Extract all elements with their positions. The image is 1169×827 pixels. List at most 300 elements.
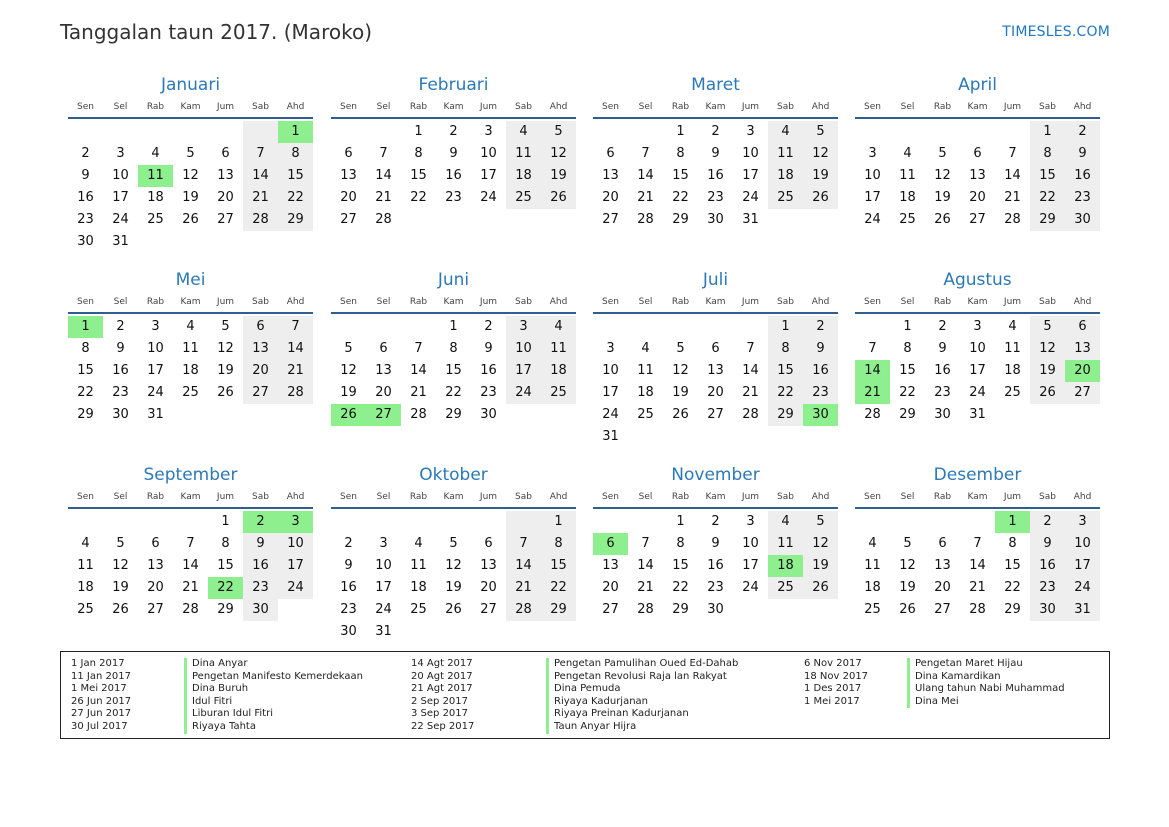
day-cell: 25 — [147, 212, 164, 227]
day-cell: 3 — [484, 124, 493, 139]
day-cell: 6 — [1065, 316, 1100, 338]
weekday-header — [68, 97, 313, 119]
day-cell: 17 — [742, 168, 759, 183]
holiday-name: Riyaya Preinan Kadurjanan — [554, 708, 689, 720]
day-grid — [331, 121, 576, 231]
day-cell: 28 — [1004, 212, 1021, 227]
day-cell: 26 — [934, 212, 951, 227]
day-cell: 19 — [541, 165, 576, 187]
day-cell: 31 — [742, 212, 759, 227]
day-cell: 17 — [864, 190, 881, 205]
day-cell: 26 — [899, 602, 916, 617]
weekday-label: Jum — [741, 297, 760, 307]
page-title: Tanggalan taun 2017. (Maroko) — [60, 20, 372, 44]
weekday-header — [68, 487, 313, 509]
holiday-dates-column — [411, 658, 474, 734]
day-cell: 2 — [81, 146, 90, 161]
weekday-label: Sen — [77, 297, 94, 307]
day-cell: 23 — [707, 580, 724, 595]
day-cell: 17 — [278, 555, 313, 577]
weekday-label: Ahd — [1073, 297, 1092, 307]
holiday-day-cell: 30 — [803, 404, 838, 426]
day-cell: 1 — [221, 514, 230, 529]
day-cell: 7 — [1008, 146, 1017, 161]
holiday-date: 1 Mei 2017 — [804, 695, 860, 707]
day-cell: 29 — [1004, 602, 1021, 617]
day-cell: 21 — [637, 190, 654, 205]
day-cell: 22 — [1030, 187, 1065, 209]
empty-day-cell — [995, 121, 1030, 143]
day-cell: 19 — [934, 190, 951, 205]
weekday-label: Jum — [216, 102, 235, 112]
day-cell: 2 — [344, 536, 353, 551]
day-cell: 16 — [243, 555, 278, 577]
day-cell: 8 — [1030, 143, 1065, 165]
month-agustus — [855, 268, 1100, 426]
weekday-label: Jum — [1003, 297, 1022, 307]
month-name: Oktober — [419, 465, 488, 485]
day-cell: 7 — [186, 536, 195, 551]
day-cell: 19 — [803, 165, 838, 187]
weekday-label: Sab — [1039, 102, 1056, 112]
day-cell: 30 — [340, 624, 357, 639]
day-cell: 20 — [707, 385, 724, 400]
weekday-label: Kam — [967, 492, 988, 502]
empty-day-cell — [103, 511, 138, 533]
weekday-label: Rab — [671, 297, 690, 307]
weekday-label: Rab — [671, 492, 690, 502]
day-cell: 29 — [672, 212, 689, 227]
holiday-name: Dina Kamardikan — [915, 670, 1001, 682]
day-cell: 17 — [1065, 555, 1100, 577]
day-cell: 29 — [1030, 209, 1065, 231]
day-cell: 31 — [112, 234, 129, 249]
day-cell: 9 — [344, 558, 353, 573]
empty-day-cell — [366, 511, 401, 533]
day-cell: 24 — [278, 577, 313, 599]
day-cell: 18 — [1004, 363, 1021, 378]
day-cell: 23 — [934, 385, 951, 400]
day-cell: 10 — [480, 146, 497, 161]
weekday-label: Ahd — [549, 297, 568, 307]
day-cell: 26 — [803, 577, 838, 599]
day-cell: 1 — [676, 124, 685, 139]
day-cell: 15 — [899, 363, 916, 378]
weekday-label: Sel — [376, 492, 391, 502]
day-cell: 24 — [506, 382, 541, 404]
month-april — [855, 73, 1100, 231]
day-cell: 25 — [768, 577, 803, 599]
day-cell: 22 — [445, 385, 462, 400]
month-maret — [593, 73, 838, 231]
day-cell: 13 — [217, 168, 234, 183]
day-cell: 30 — [243, 599, 278, 621]
day-cell: 21 — [278, 360, 313, 382]
day-cell: 25 — [506, 187, 541, 209]
weekday-label: Kam — [967, 102, 988, 112]
holiday-date: 14 Agt 2017 — [411, 658, 473, 669]
day-cell: 1 — [676, 514, 685, 529]
day-cell: 10 — [1065, 533, 1100, 555]
day-cell: 3 — [868, 146, 877, 161]
day-cell: 20 — [147, 580, 164, 595]
day-cell: 1 — [768, 316, 803, 338]
holiday-name: Dina Anyar — [192, 658, 248, 669]
holiday-name: Dina Pemuda — [554, 683, 621, 695]
day-cell: 14 — [1004, 168, 1021, 183]
day-cell: 25 — [541, 382, 576, 404]
day-cell: 25 — [768, 187, 803, 209]
empty-day-cell — [208, 121, 243, 143]
day-cell: 6 — [221, 146, 230, 161]
day-cell: 13 — [934, 558, 951, 573]
month-oktober — [331, 463, 576, 643]
day-cell: 15 — [672, 558, 689, 573]
day-cell: 21 — [969, 580, 986, 595]
day-cell: 27 — [602, 602, 619, 617]
day-cell: 22 — [672, 580, 689, 595]
day-cell: 28 — [969, 602, 986, 617]
empty-day-cell — [593, 511, 628, 533]
holiday-name: Dina Buruh — [192, 683, 249, 695]
day-cell: 23 — [1065, 187, 1100, 209]
holiday-date: 27 Jun 2017 — [71, 708, 132, 720]
day-cell: 13 — [602, 168, 619, 183]
day-cell: 28 — [375, 212, 392, 227]
day-cell: 1 — [903, 319, 912, 334]
day-cell: 25 — [410, 602, 427, 617]
day-cell: 12 — [445, 558, 462, 573]
day-cell: 17 — [506, 360, 541, 382]
weekday-label: Jum — [216, 297, 235, 307]
weekday-label: Sab — [777, 492, 794, 502]
day-cell: 20 — [243, 360, 278, 382]
day-cell: 20 — [217, 190, 234, 205]
day-cell: 27 — [969, 212, 986, 227]
empty-day-cell — [663, 316, 698, 338]
day-cell: 24 — [969, 385, 986, 400]
empty-day-cell — [173, 121, 208, 143]
day-cell: 16 — [445, 168, 462, 183]
day-cell: 11 — [864, 558, 881, 573]
month-mei — [68, 268, 313, 426]
day-cell: 31 — [147, 407, 164, 422]
day-cell: 9 — [711, 536, 720, 551]
day-grid — [68, 511, 313, 621]
day-cell: 29 — [899, 407, 916, 422]
day-cell: 22 — [1004, 580, 1021, 595]
day-cell: 30 — [77, 234, 94, 249]
day-cell: 13 — [969, 168, 986, 183]
empty-day-cell — [68, 511, 103, 533]
day-cell: 24 — [742, 190, 759, 205]
day-cell: 15 — [768, 360, 803, 382]
day-grid — [855, 121, 1100, 231]
day-cell: 30 — [112, 407, 129, 422]
day-cell: 23 — [340, 602, 357, 617]
day-cell: 13 — [147, 558, 164, 573]
day-cell: 26 — [541, 187, 576, 209]
weekday-label: Jum — [1003, 102, 1022, 112]
day-grid — [855, 511, 1100, 621]
day-cell: 7 — [641, 536, 650, 551]
month-juni — [331, 268, 576, 426]
weekday-label: Rab — [146, 102, 165, 112]
day-cell: 16 — [1030, 555, 1065, 577]
day-cell: 27 — [217, 212, 234, 227]
day-cell: 7 — [379, 146, 388, 161]
day-cell: 28 — [637, 602, 654, 617]
holiday-date: 26 Jun 2017 — [71, 695, 132, 707]
day-cell: 18 — [768, 165, 803, 187]
day-cell: 23 — [1030, 577, 1065, 599]
weekday-label: Sel — [900, 102, 915, 112]
empty-day-cell — [925, 121, 960, 143]
holiday-dates-column — [71, 658, 131, 734]
day-cell: 2 — [1065, 121, 1100, 143]
weekday-label: Rab — [933, 102, 952, 112]
day-cell: 25 — [1004, 385, 1021, 400]
day-cell: 22 — [77, 385, 94, 400]
day-cell: 21 — [1004, 190, 1021, 205]
day-cell: 26 — [217, 385, 234, 400]
day-cell: 3 — [746, 514, 755, 529]
day-grid — [331, 316, 576, 426]
month-november — [593, 463, 838, 621]
day-cell: 6 — [938, 536, 947, 551]
holiday-day-cell: 21 — [855, 382, 890, 404]
day-cell: 29 — [445, 407, 462, 422]
day-cell: 23 — [77, 212, 94, 227]
day-cell: 9 — [938, 341, 947, 356]
holiday-day-cell: 20 — [1065, 360, 1100, 382]
day-cell: 3 — [973, 319, 982, 334]
holiday-name: Pengetan Revolusi Raja lan Rakyat — [554, 670, 727, 682]
day-cell: 28 — [410, 407, 427, 422]
day-cell: 11 — [182, 341, 199, 356]
day-cell: 12 — [1030, 338, 1065, 360]
weekday-header — [331, 487, 576, 509]
day-cell: 31 — [1065, 599, 1100, 621]
day-cell: 21 — [375, 190, 392, 205]
weekday-header — [855, 97, 1100, 119]
empty-day-cell — [855, 121, 890, 143]
day-cell: 31 — [602, 429, 619, 444]
weekday-label: Kam — [705, 102, 726, 112]
day-cell: 22 — [410, 190, 427, 205]
day-cell: 9 — [1065, 143, 1100, 165]
weekday-label: Kam — [443, 492, 464, 502]
empty-day-cell — [243, 121, 278, 143]
weekday-label: Kam — [967, 297, 988, 307]
weekday-label: Ahd — [811, 297, 830, 307]
weekday-label: Sen — [340, 492, 357, 502]
day-cell: 16 — [707, 558, 724, 573]
weekday-label: Ahd — [286, 297, 305, 307]
day-grid — [68, 316, 313, 426]
day-cell: 15 — [541, 555, 576, 577]
day-cell: 9 — [711, 146, 720, 161]
day-cell: 10 — [147, 341, 164, 356]
day-cell: 11 — [1004, 341, 1021, 356]
day-cell: 29 — [217, 602, 234, 617]
day-cell: 11 — [77, 558, 94, 573]
empty-day-cell — [173, 511, 208, 533]
day-cell: 14 — [742, 363, 759, 378]
empty-day-cell — [366, 121, 401, 143]
weekday-label: Ahd — [549, 102, 568, 112]
day-cell: 3 — [151, 319, 160, 334]
day-cell: 3 — [379, 536, 388, 551]
weekday-header — [331, 97, 576, 119]
weekday-label: Jum — [216, 492, 235, 502]
day-cell: 7 — [414, 341, 423, 356]
day-cell: 12 — [541, 143, 576, 165]
month-name: Januari — [160, 75, 221, 95]
month-name: November — [671, 465, 760, 485]
empty-day-cell — [628, 316, 663, 338]
day-cell: 15 — [1030, 165, 1065, 187]
holiday-date: 2 Sep 2017 — [411, 695, 469, 707]
day-cell: 7 — [868, 341, 877, 356]
holiday-date: 22 Sep 2017 — [411, 720, 475, 732]
day-cell: 8 — [221, 536, 230, 551]
day-cell: 9 — [116, 341, 125, 356]
day-cell: 30 — [707, 602, 724, 617]
day-cell: 5 — [116, 536, 125, 551]
empty-day-cell — [138, 511, 173, 533]
month-name: September — [143, 465, 238, 485]
day-grid — [593, 316, 838, 448]
day-cell: 30 — [480, 407, 497, 422]
day-cell: 17 — [112, 190, 129, 205]
day-cell: 11 — [768, 533, 803, 555]
day-cell: 4 — [768, 121, 803, 143]
day-cell: 8 — [903, 341, 912, 356]
day-cell: 6 — [344, 146, 353, 161]
month-januari — [68, 73, 313, 253]
day-cell: 6 — [379, 341, 388, 356]
empty-day-cell — [331, 511, 366, 533]
day-cell: 11 — [899, 168, 916, 183]
day-cell: 10 — [602, 363, 619, 378]
month-name: Mei — [175, 270, 206, 290]
day-cell: 15 — [217, 558, 234, 573]
day-cell: 14 — [375, 168, 392, 183]
day-cell: 3 — [116, 146, 125, 161]
weekday-label: Ahd — [811, 492, 830, 502]
day-cell: 24 — [375, 602, 392, 617]
day-cell: 16 — [934, 363, 951, 378]
day-cell: 16 — [340, 580, 357, 595]
day-cell: 28 — [506, 599, 541, 621]
day-cell: 1 — [1030, 121, 1065, 143]
weekday-label: Rab — [409, 102, 428, 112]
holiday-date: 20 Agt 2017 — [411, 670, 473, 682]
day-cell: 19 — [803, 555, 838, 577]
day-cell: 14 — [637, 168, 654, 183]
weekday-label: Sen — [602, 102, 619, 112]
day-cell: 17 — [147, 363, 164, 378]
day-cell: 5 — [344, 341, 353, 356]
weekday-label: Sab — [777, 102, 794, 112]
day-cell: 28 — [278, 382, 313, 404]
month-name: Februari — [418, 75, 489, 95]
day-cell: 15 — [1004, 558, 1021, 573]
day-grid — [331, 511, 576, 643]
day-cell: 2 — [711, 514, 720, 529]
brand-link[interactable]: TIMESLES.COM — [1002, 24, 1110, 40]
day-cell: 18 — [147, 190, 164, 205]
holiday-dates-column — [804, 658, 868, 708]
month-name: April — [958, 75, 997, 95]
holiday-date: 11 Jan 2017 — [71, 670, 131, 682]
day-cell: 12 — [672, 363, 689, 378]
day-cell: 2 — [449, 124, 458, 139]
empty-day-cell — [366, 316, 401, 338]
holiday-name: Ulang tahun Nabi Muhammad — [915, 683, 1065, 695]
empty-day-cell — [331, 121, 366, 143]
day-cell: 18 — [541, 360, 576, 382]
weekday-label: Kam — [705, 492, 726, 502]
day-cell: 5 — [803, 511, 838, 533]
holiday-day-cell: 3 — [278, 511, 313, 533]
day-cell: 12 — [803, 533, 838, 555]
day-cell: 5 — [676, 341, 685, 356]
empty-day-cell — [138, 121, 173, 143]
holiday-day-cell: 11 — [138, 165, 173, 187]
day-cell: 16 — [803, 360, 838, 382]
weekday-label: Sen — [864, 102, 881, 112]
weekday-label: Jum — [1003, 492, 1022, 502]
weekday-label: Sel — [376, 102, 391, 112]
day-cell: 15 — [672, 168, 689, 183]
day-cell: 30 — [1065, 209, 1100, 231]
day-cell: 20 — [375, 385, 392, 400]
day-cell: 4 — [868, 536, 877, 551]
day-cell: 14 — [243, 165, 278, 187]
weekday-label: Ahd — [811, 102, 830, 112]
holiday-date: 1 Jan 2017 — [71, 658, 125, 669]
day-cell: 18 — [410, 580, 427, 595]
day-cell: 8 — [81, 341, 90, 356]
empty-day-cell — [593, 316, 628, 338]
holiday-day-cell: 27 — [366, 404, 401, 426]
day-cell: 16 — [707, 168, 724, 183]
day-cell: 28 — [243, 209, 278, 231]
day-cell: 27 — [243, 382, 278, 404]
empty-day-cell — [855, 511, 890, 533]
month-name: Agustus — [943, 270, 1012, 290]
day-cell: 20 — [969, 190, 986, 205]
day-cell: 14 — [410, 363, 427, 378]
day-cell: 23 — [112, 385, 129, 400]
weekday-label: Jum — [741, 102, 760, 112]
weekday-label: Sab — [252, 297, 269, 307]
day-cell: 10 — [742, 146, 759, 161]
day-cell: 4 — [81, 536, 90, 551]
day-cell: 24 — [480, 190, 497, 205]
day-cell: 6 — [484, 536, 493, 551]
day-cell: 20 — [340, 190, 357, 205]
day-cell: 24 — [602, 407, 619, 422]
empty-day-cell — [331, 316, 366, 338]
day-cell: 9 — [81, 168, 90, 183]
day-cell: 5 — [221, 319, 230, 334]
weekday-label: Rab — [146, 492, 165, 502]
day-cell: 4 — [151, 146, 160, 161]
day-cell: 7 — [746, 341, 755, 356]
